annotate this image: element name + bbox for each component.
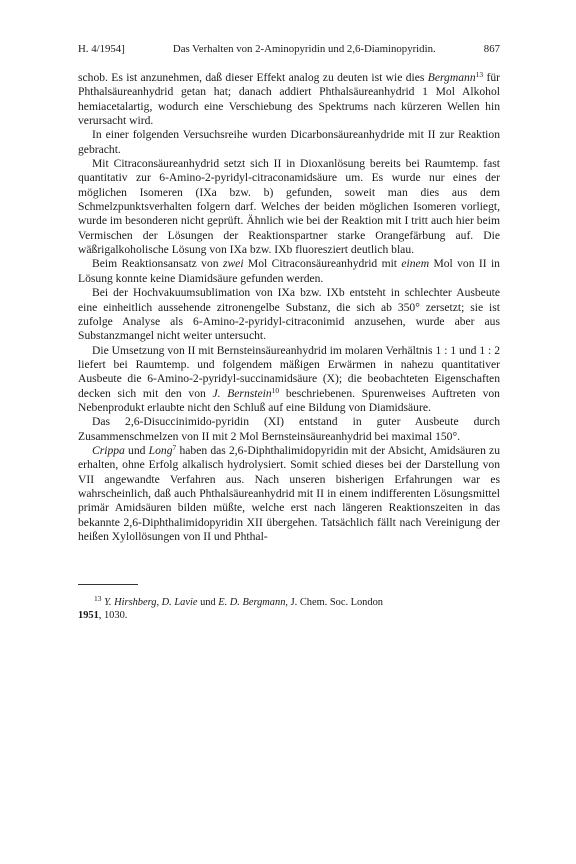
- author-name: Bergmann: [427, 71, 476, 84]
- emphasis: einem: [401, 257, 430, 271]
- page-number: 867: [483, 43, 500, 55]
- paragraph: Das 2,6-Disuccinimido-pyridin (XI) entstand in guter Ausbeute durch Zusammenschmelzen von II mit 2 Mol Bernsteinsäureanhydrid bei maximal 150°.: [78, 415, 500, 443]
- footnote-divider: [78, 584, 138, 585]
- citation-ref: 7: [172, 442, 177, 452]
- author-name: J. Bernstein: [212, 386, 272, 400]
- paragraph: Crippa und Long$^7$ haben das 2,6-Diphthalimidopyridin mit der Absicht, Amidsäuren zu erhalten, ohne Erfolg alkalisch hydrolysiert. Somit schied dieses bei der Darstellung von VII angewandte Verfahren aus. Nach unseren bisherigen Erfahrungen war es wahrscheinlich, daß auch Phthalsäureanhydrid mit II in einem indifferenten Lösungsmittel primär Amidsäuren bilden müßte, welche erst nach längeren Reaktionszeiten in das bekannte 2,6-Diphthalimidopyridin XII übergehen. Tatsächlich fällt nach Vereinigung der heißen Xylollösungen von II und Phthal-: [78, 442, 501, 543]
- footnote-ref: 13: [94, 593, 102, 603]
- citation-ref: 10: [271, 385, 280, 395]
- running-title: Das Verhalten von 2-Aminopyridin und 2,6-Diaminopyridin.: [172, 43, 436, 55]
- paragraph: schob. Es ist anzunehmen, daß dieser Effekt analog zu deuten ist wie dies Bergmann$^{13}$ für Phthalsäureanhydrid getan hat; danach addiert Phthalsäureanhydrid 1 Mol Alkohol hemiacetalartig, wodurch eine Verschiebung des Spektrums nach kürzeren Wellen hin verursacht wird.: [78, 70, 500, 128]
- paragraph: Die Umsetzung von II mit Bernsteinsäureanhydrid im molaren Verhältnis 1 : 1 und 1 : 2 liefert bei Raumtemp. und folgendem mäßigen Erwärmen in nahezu quantitativer Ausbeute die 6-Amino-2-pyridyl-succinamidsäure (X); die beobachteten Eigenschaften decken sich mit den von J. Bernstein$^{10}$ beschriebenen. Spurenweises Auftreten von Nebenprodukt erlaubte nicht den Schluß auf eine Bildung von Diamidsäure.: [78, 343, 500, 414]
- author-name: Crippa: [92, 443, 125, 457]
- journal-issue: H. 4/1954]: [78, 43, 125, 55]
- paragraph: Beim Reaktionsansatz von zwei Mol Citraconsäureanhydrid mit einem Mol von II in Lösung konnte keine Diamidsäure gefunden werden.: [78, 257, 500, 285]
- footnote-year: 1951: [78, 610, 99, 622]
- running-header: [78, 42, 500, 56]
- body-text: [78, 71, 500, 544]
- paragraph: Mit Citraconsäureanhydrid setzt sich II in Dioxanlösung bereits bei Raumtemp. fast quantitativ zur 6-Amino-2-pyridyl-citraconamidsäure um. Es wurde nur eines der möglichen Isomeren (IXa bzw. b) gefunden, soweit man dies aus dem Schmelzpunktsverhalten folgern darf. Welches der beiden möglichen Isomeren vorliegt, wurde im besonderen nicht geprüft. Ähnlich wie bei der Reaktion mit I tritt auch hier beim Vermischen der Lösungen der Reaktionspartner starke Orangefärbung auf. Die wäßrigalkoholische Lösung von IXa bzw. IXb fluoresziert deutlich blau.: [78, 157, 500, 257]
- paper-page: [78, 42, 500, 633]
- citation-ref: 13: [475, 70, 484, 79]
- footnote: $^{13}$ Y. Hirshberg, D. Lavie und E. D. Bergmann, J. Chem. Soc. London 1951, 1030.: [78, 593, 383, 622]
- paragraph: Bei der Hochvakuumsublimation von IXa bzw. IXb entsteht in schlechter Ausbeute eine einheitlich aussehende zitronengelbe Substanz, die sich ab 350° zersetzt; sie ist zufolge Analyse als 6-Amino-2-pyridyl-citraconimid anzusehen, wurde aber aus Substanzmangel nicht weiter untersucht.: [78, 286, 500, 343]
- emphasis: zwei: [222, 257, 244, 271]
- paragraph: In einer folgenden Versuchsreihe wurden Dicarbonsäureanhydride mit II zur Reaktion gebracht.: [78, 128, 500, 156]
- author-name: Long: [148, 443, 173, 457]
